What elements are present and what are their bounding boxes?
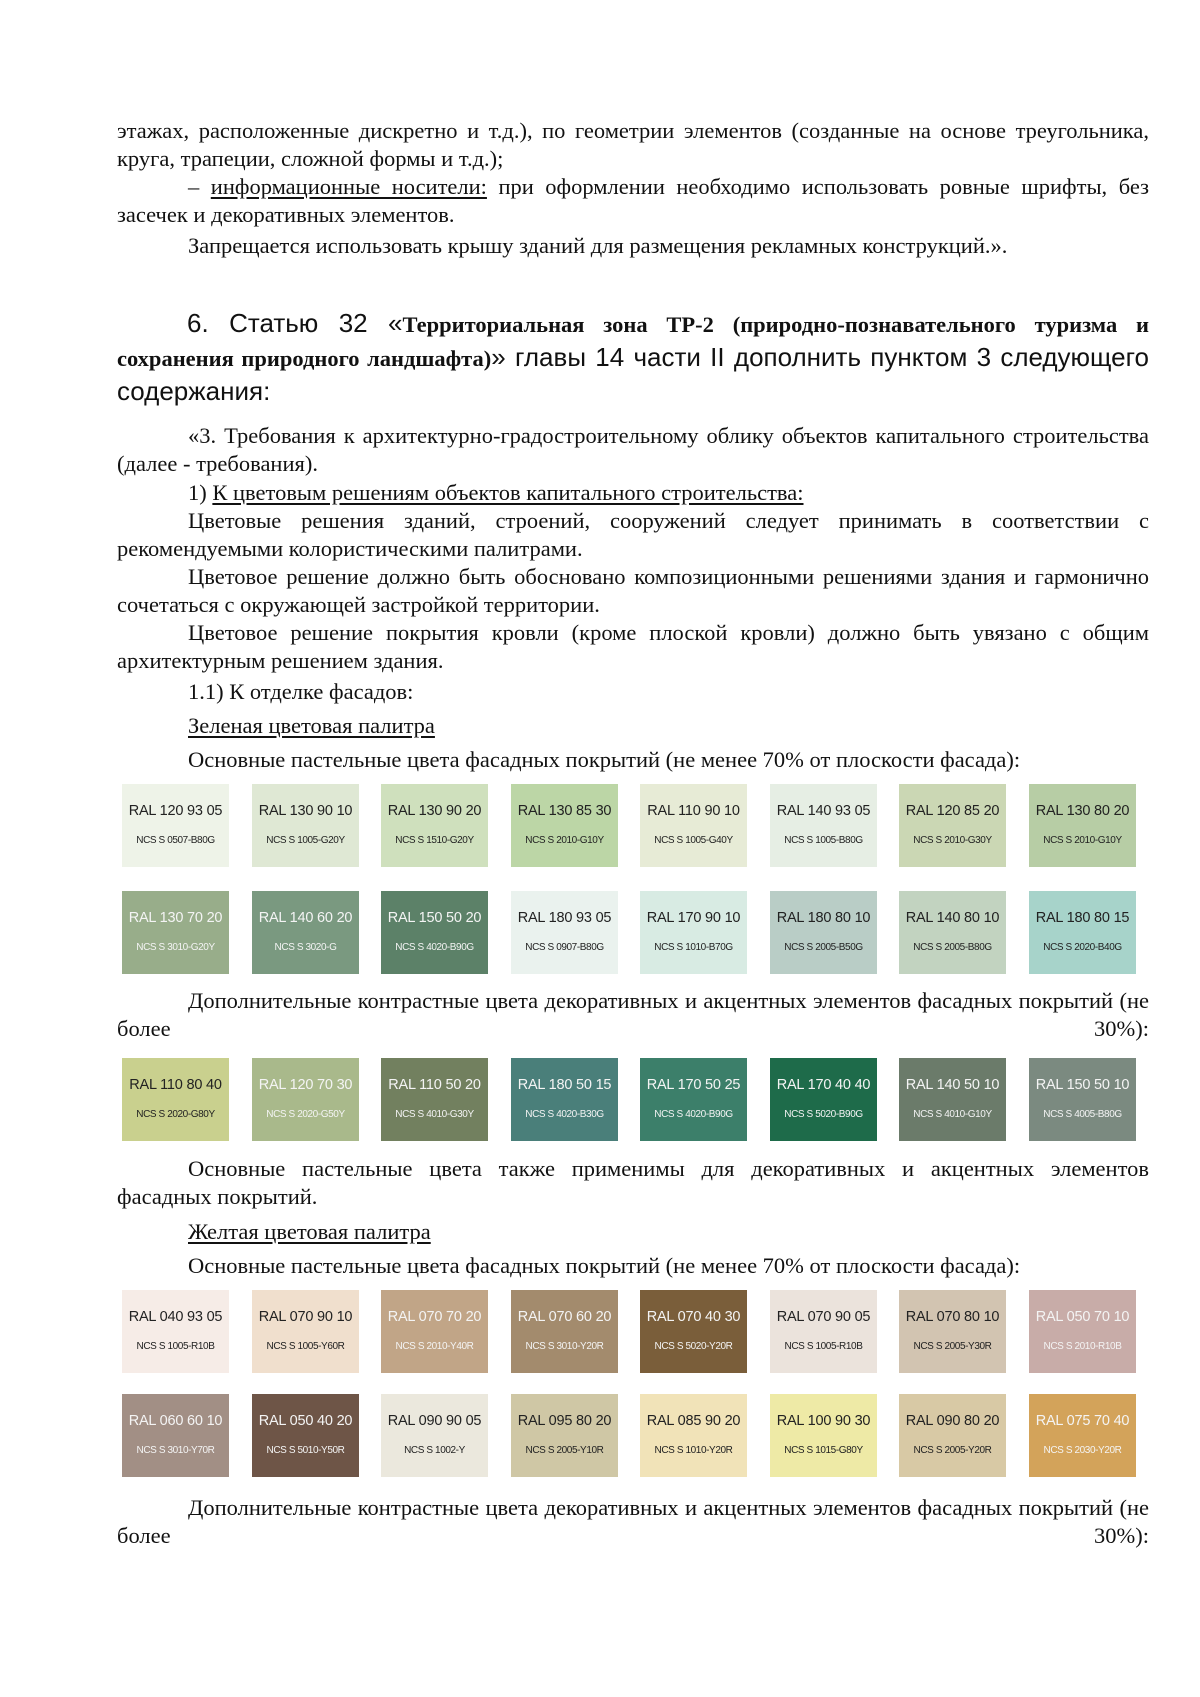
color-swatch: [640, 1290, 747, 1373]
paragraph-roof-color: Цветовое решение покрытия кровли (кроме плоской кровли) должно быть увязано с общим архитектурным решением здания.: [117, 620, 1149, 673]
ncs-code: NCS S 4010-G10Y: [913, 1109, 992, 1120]
ncs-code: NCS S 2005-Y30R: [913, 1341, 992, 1352]
ncs-code: NCS S 0907-B80G: [525, 942, 604, 953]
ral-code: RAL 180 50 15: [517, 1077, 612, 1093]
color-swatch: [381, 891, 488, 974]
ncs-code: NCS S 4020-B90G: [395, 942, 474, 953]
zone-title: Территориальная зона ТР-2 (природно-познавательного туризма и сохранения природного ландшафта): [117, 312, 1149, 371]
paragraph-roof-ban: Запрещается использовать крышу зданий для размещения рекламных конструкций.».: [188, 233, 1008, 258]
green-note: Основные пастельные цвета также применимы для декоративных и акцентных элементов фасадных покрытий.: [117, 1156, 1149, 1209]
ncs-code: NCS S 4020-B30G: [525, 1109, 604, 1120]
ral-code: RAL 130 85 30: [517, 803, 612, 819]
ncs-code: NCS S 1510-G20Y: [395, 835, 474, 846]
ral-code: RAL 140 60 20: [258, 910, 353, 926]
ncs-code: NCS S 2010-Y40R: [395, 1341, 474, 1352]
color-swatch: [252, 891, 359, 974]
ral-code: RAL 150 50 10: [1035, 1077, 1130, 1093]
swatch-row: [122, 1290, 1142, 1373]
color-swatch: [511, 1058, 618, 1141]
paragraph-color-composition: Цветовое решение должно быть обосновано композиционными решениями здания и гармонично сочетаться с окружающей застройкой территории.: [117, 564, 1149, 617]
yellow-palette-title-text: Желтая цветовая палитра: [188, 1219, 431, 1244]
ncs-code: NCS S 2010-R10B: [1043, 1341, 1122, 1352]
ral-code: RAL 110 50 20: [388, 1077, 481, 1093]
ral-code: RAL 180 80 10: [776, 910, 871, 926]
color-swatch: [770, 1290, 877, 1373]
ral-code: RAL 130 80 20: [1035, 803, 1130, 819]
color-swatch: [511, 1290, 618, 1373]
ncs-code: NCS S 2030-Y20R: [1043, 1445, 1122, 1456]
color-swatch: [381, 1394, 488, 1477]
ncs-code: NCS S 2020-B40G: [1043, 942, 1122, 953]
swatch-row: [122, 784, 1142, 867]
ral-code: RAL 070 80 10: [905, 1309, 1000, 1325]
ral-code: RAL 130 70 20: [128, 910, 223, 926]
color-swatch: [899, 1394, 1006, 1477]
ral-code: RAL 110 80 40: [129, 1077, 222, 1093]
color-swatch: [899, 891, 1006, 974]
ncs-code: NCS S 5020-Y20R: [654, 1341, 733, 1352]
ral-code: RAL 170 90 10: [646, 910, 741, 926]
ncs-code: NCS S 4010-G30Y: [395, 1109, 474, 1120]
paragraph-facades: 1.1) К отделке фасадов:: [188, 679, 414, 704]
ral-code: RAL 130 90 20: [387, 803, 482, 819]
ral-code: RAL 095 80 20: [517, 1413, 612, 1429]
color-swatch: [770, 891, 877, 974]
ral-code: RAL 140 93 05: [776, 803, 871, 819]
color-swatch: [640, 1058, 747, 1141]
ncs-code: NCS S 5020-B90G: [784, 1109, 863, 1120]
ral-code: RAL 140 80 10: [905, 910, 1000, 926]
ncs-code: NCS S 1005-Y60R: [266, 1341, 345, 1352]
ncs-code: NCS S 2010-G10Y: [525, 835, 604, 846]
color-swatch: [899, 1290, 1006, 1373]
paragraph-requirements-intro: «3. Требования к архитектурно-градостроительному облику объектов капитального строительства (далее - требования).: [117, 423, 1149, 476]
green-palette-title-text: Зеленая цветовая палитра: [188, 713, 435, 738]
ral-code: RAL 180 80 15: [1035, 910, 1130, 926]
ncs-code: NCS S 2010-G30Y: [913, 835, 992, 846]
dash: –: [188, 174, 211, 199]
ral-code: RAL 070 90 10: [258, 1309, 353, 1325]
ral-code: RAL 090 80 20: [905, 1413, 1000, 1429]
ral-code: RAL 090 90 05: [387, 1413, 482, 1429]
ral-code: RAL 140 50 10: [905, 1077, 1000, 1093]
color-swatch: [252, 1058, 359, 1141]
ral-code: RAL 050 70 10: [1035, 1309, 1130, 1325]
green-extra-caption: Дополнительные контрастные цвета декоративных и акцентных элементов фасадных покрытий (не более 30%):: [117, 988, 1149, 1041]
paragraph-color-solutions-heading: [117, 479, 1149, 507]
section-6-suffix: » главы 14 части II дополнить пунктом 3 следующего содержания:: [117, 342, 1149, 406]
ncs-code: NCS S 2020-G50Y: [266, 1109, 345, 1120]
yellow-main-caption: Основные пастельные цвета фасадных покрытий (не менее 70% от плоскости фасада):: [188, 1253, 1021, 1278]
ncs-code: NCS S 2005-B50G: [784, 942, 863, 953]
ral-code: RAL 085 90 20: [646, 1413, 741, 1429]
color-swatch: [770, 784, 877, 867]
color-swatch: [381, 1290, 488, 1373]
green-main-caption: Основные пастельные цвета фасадных покрытий (не менее 70% от плоскости фасада):: [188, 747, 1021, 772]
ncs-code: NCS S 5010-Y50R: [266, 1445, 345, 1456]
ral-code: RAL 040 93 05: [128, 1309, 223, 1325]
ncs-code: NCS S 2020-G80Y: [136, 1109, 215, 1120]
color-swatch: [381, 784, 488, 867]
swatch-row: [122, 1394, 1142, 1477]
ncs-code: NCS S 3010-Y70R: [136, 1445, 215, 1456]
ral-code: RAL 100 90 30: [776, 1413, 871, 1429]
color-solutions-term: К цветовым решениям объектов капитального строительства:: [212, 480, 804, 505]
color-swatch: [770, 1058, 877, 1141]
ncs-code: NCS S 2005-Y20R: [913, 1445, 992, 1456]
item-number: 1): [188, 480, 213, 505]
color-swatch: [252, 1394, 359, 1477]
ncs-code: NCS S 2005-Y10R: [525, 1445, 604, 1456]
ral-code: RAL 060 60 10: [128, 1413, 223, 1429]
color-swatch: [640, 891, 747, 974]
ral-code: RAL 130 90 10: [258, 803, 353, 819]
color-swatch: [640, 1394, 747, 1477]
color-swatch: [1029, 784, 1136, 867]
ncs-code: NCS S 1005-R10B: [136, 1341, 215, 1352]
section-6-heading: [117, 307, 1149, 408]
color-swatch: [122, 1394, 229, 1477]
ncs-code: NCS S 1010-Y20R: [654, 1445, 733, 1456]
color-swatch: [511, 784, 618, 867]
color-swatch: [252, 1290, 359, 1373]
paragraph-color-palettes: Цветовые решения зданий, строений, сооружений следует принимать в соответствии с рекомендуемыми колористическими палитрами.: [117, 508, 1149, 561]
paragraph-continuation: этажах, расположенные дискретно и т.д.), по геометрии элементов (созданные на основе треугольника, круга, трапеции, сложной формы и т.д.);: [117, 118, 1149, 171]
color-swatch: [899, 784, 1006, 867]
ncs-code: NCS S 3020-G: [274, 942, 337, 953]
swatch-row: [122, 1058, 1142, 1141]
color-swatch: [770, 1394, 877, 1477]
color-swatch: [122, 784, 229, 867]
color-swatch: [511, 891, 618, 974]
ncs-code: NCS S 1002-Y: [404, 1445, 465, 1456]
ral-code: RAL 070 70 20: [387, 1309, 482, 1325]
ral-code: RAL 180 93 05: [517, 910, 612, 926]
swatch-row: [122, 891, 1142, 974]
ncs-code: NCS S 2005-B80G: [913, 942, 992, 953]
ncs-code: NCS S 1010-B70G: [654, 942, 733, 953]
green-palette-title: [117, 712, 1149, 740]
ncs-code: NCS S 4005-B80G: [1043, 1109, 1122, 1120]
ral-code: RAL 050 40 20: [258, 1413, 353, 1429]
paragraph-info-carriers: [117, 173, 1149, 229]
color-swatch: [640, 784, 747, 867]
color-swatch: [122, 891, 229, 974]
ral-code: RAL 110 90 10: [647, 803, 740, 819]
color-swatch: [1029, 1394, 1136, 1477]
ral-code: RAL 120 85 20: [905, 803, 1000, 819]
ncs-code: NCS S 1005-G20Y: [266, 835, 345, 846]
ncs-code: NCS S 3010-G20Y: [136, 942, 215, 953]
ncs-code: NCS S 3010-Y20R: [525, 1341, 604, 1352]
color-swatch: [1029, 1290, 1136, 1373]
ral-code: RAL 075 70 40: [1035, 1413, 1130, 1429]
ral-code: RAL 120 93 05: [128, 803, 223, 819]
info-carriers-text: при оформлении необходимо использовать ровные шрифты, без засечек и декоративных элементов.: [117, 174, 1150, 227]
color-swatch: [511, 1394, 618, 1477]
color-swatch: [122, 1290, 229, 1373]
color-swatch: [899, 1058, 1006, 1141]
ral-code: RAL 150 50 20: [387, 910, 482, 926]
ncs-code: NCS S 0507-B80G: [136, 835, 215, 846]
color-swatch: [122, 1058, 229, 1141]
ncs-code: NCS S 1005-G40Y: [654, 835, 733, 846]
ral-code: RAL 120 70 30: [258, 1077, 353, 1093]
color-swatch: [252, 784, 359, 867]
yellow-extra-caption: Дополнительные контрастные цвета декоративных и акцентных элементов фасадных покрытий (не более 30%):: [117, 1495, 1149, 1548]
ncs-code: NCS S 2010-G10Y: [1043, 835, 1122, 846]
color-swatch: [1029, 1058, 1136, 1141]
ncs-code: NCS S 4020-B90G: [654, 1109, 733, 1120]
ncs-code: NCS S 1015-G80Y: [784, 1445, 863, 1456]
ncs-code: NCS S 1005-R10B: [784, 1341, 863, 1352]
ral-code: RAL 170 50 25: [646, 1077, 741, 1093]
ral-code: RAL 070 40 30: [646, 1309, 741, 1325]
color-swatch: [1029, 891, 1136, 974]
info-carriers-term: информационные носители:: [210, 174, 487, 199]
ncs-code: NCS S 1005-B80G: [784, 835, 863, 846]
ral-code: RAL 170 40 40: [776, 1077, 871, 1093]
ral-code: RAL 070 60 20: [517, 1309, 612, 1325]
section-6-prefix: 6. Статью 32 «: [187, 308, 403, 338]
yellow-palette-title: [117, 1218, 1149, 1246]
color-swatch: [381, 1058, 488, 1141]
ral-code: RAL 070 90 05: [776, 1309, 871, 1325]
